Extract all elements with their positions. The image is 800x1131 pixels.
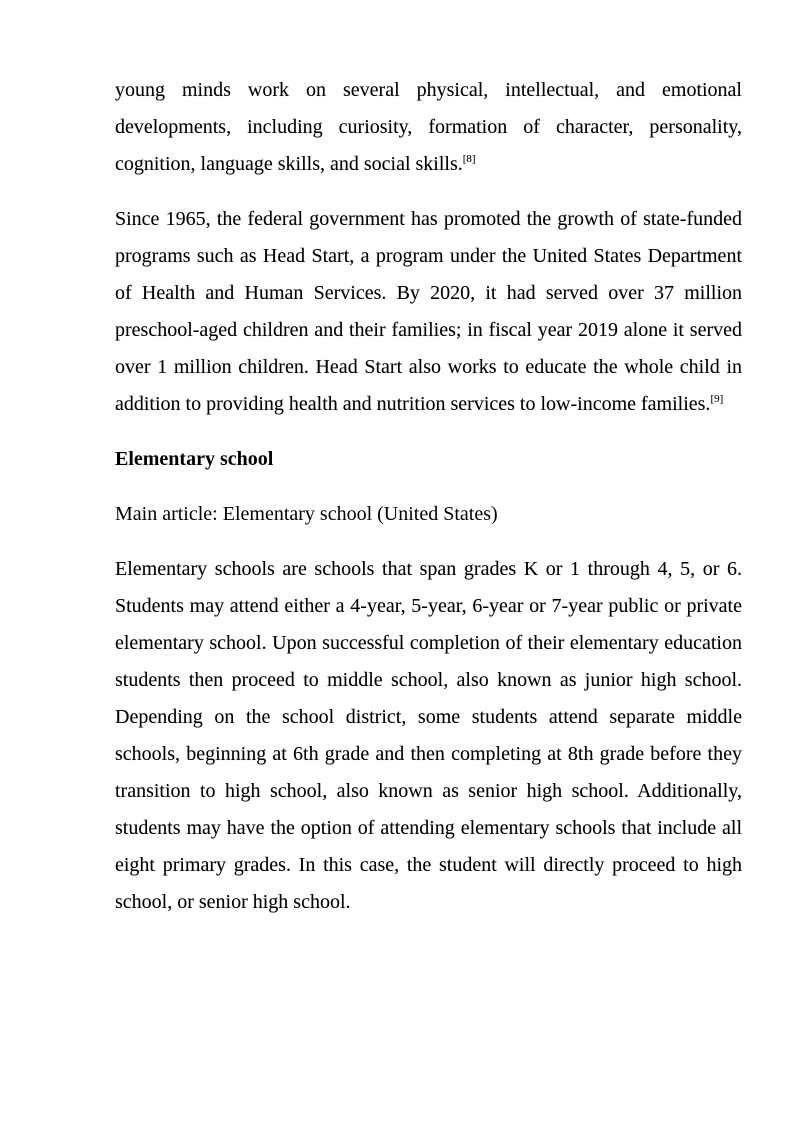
paragraph-elementary-school: Elementary schools are schools that span grades K or 1 through 4, 5, or 6. Students may attend either a 4-year, 5-year, 6-year or 7-year public or private elementary school. Upon successful completion of their elementary education students then proceed to middle school, also known as junior high school. Depending on the school district, some students attend separate middle schools, beginning at 6th grade and then completing at 8th grade before they transition to high school, also known as senior high school. Additionally, students may have the option of attending elementary schools that include all eight primary grades. In this case, the student will directly proceed to high school, or senior high school. [115,558,742,913]
document-page [115,72,742,939]
main-article-note: Main article: Elementary school (United States) [115,503,498,525]
paragraph-preschool-development [115,72,742,183]
paragraph-text: Since 1965, the federal government has promoted the growth of state-funded programs such as Head Start, a program under the United States Department of Health and Human Services. By 2020, it had served over 37 million preschool-aged children and their families; in fiscal year 2019 alone it served over 1 million children. Head Start also works to educate the whole child in addition to providing health and nutrition services to low-income families. [115,208,742,415]
citation-reference[interactable]: [8] [462,153,476,165]
section-heading: Elementary school [115,448,274,470]
paragraph-text: young minds work on several physical, intellectual, and emotional developments, including curiosity, formation of character, personality, cognition, language skills, and social skills. [115,79,742,175]
paragraph-head-start [115,201,742,423]
citation-reference[interactable]: [9] [710,393,724,405]
